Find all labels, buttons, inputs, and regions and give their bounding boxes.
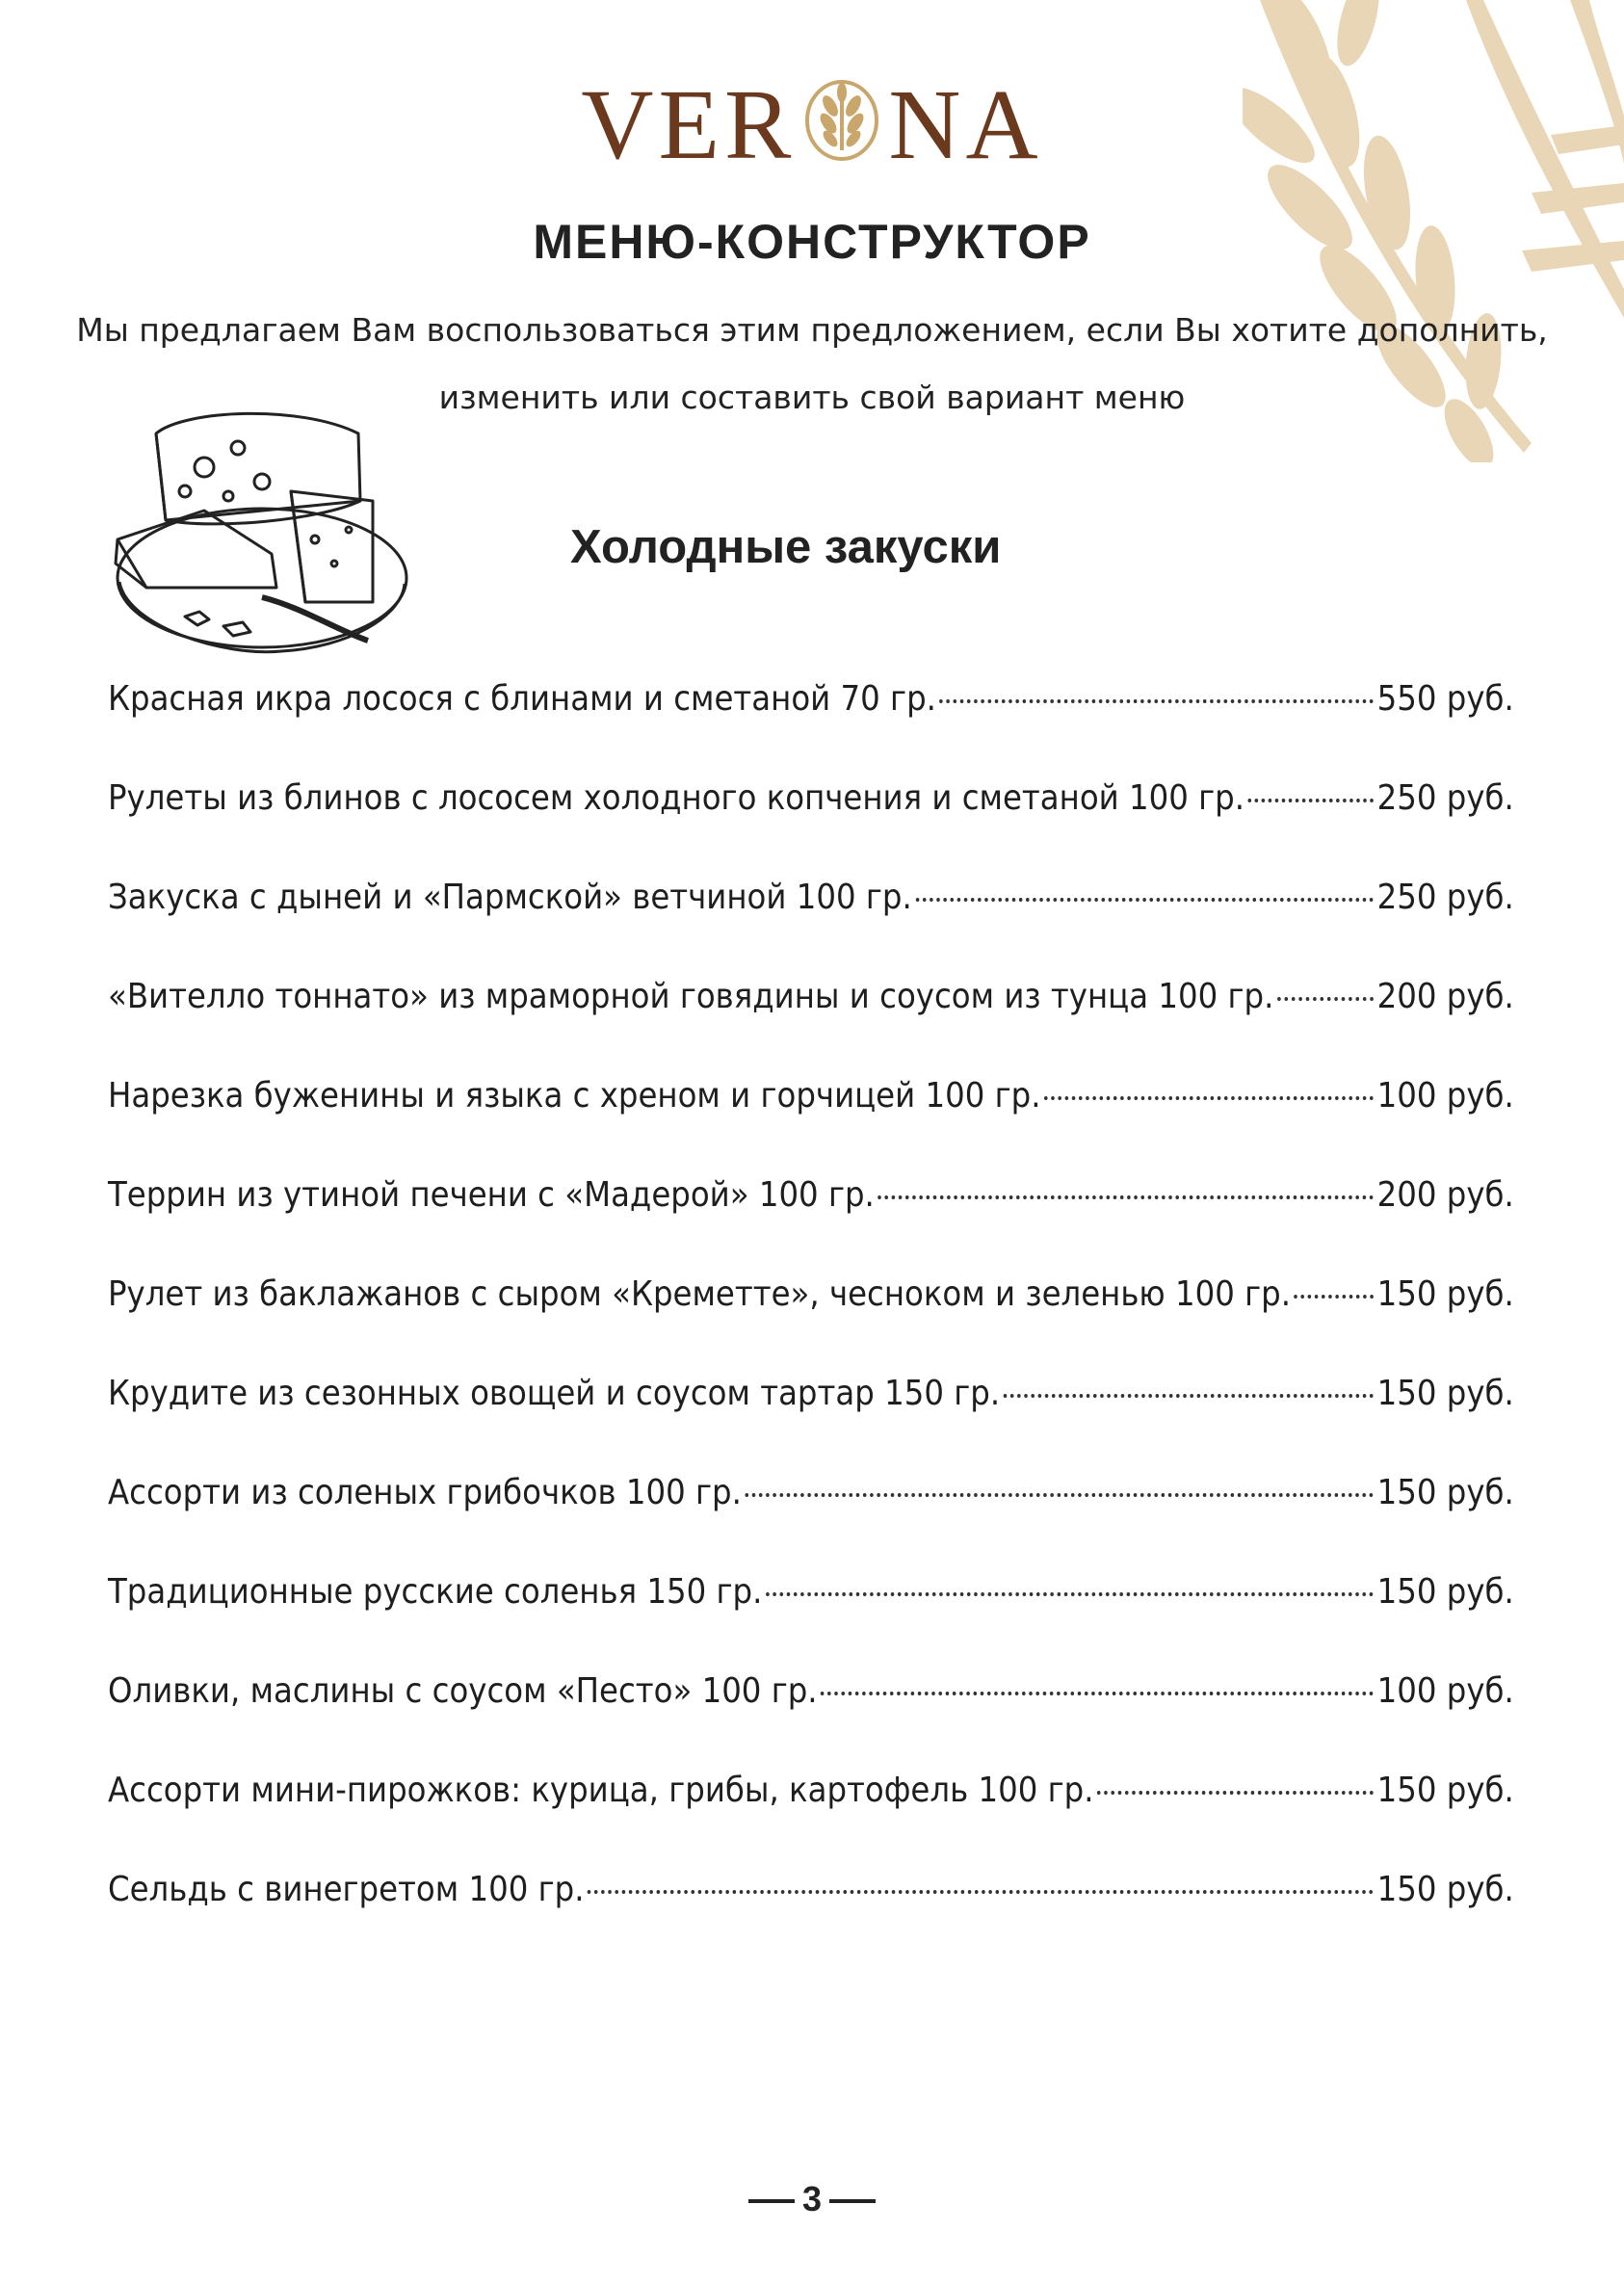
menu-item-name: Традиционные русские соленья 150 гр. bbox=[108, 1572, 763, 1612]
menu-item-price: 100 руб. bbox=[1376, 1076, 1514, 1116]
menu-item-leader-dots bbox=[746, 1493, 1374, 1497]
menu-item-leader-dots bbox=[1004, 1394, 1374, 1398]
menu-item bbox=[108, 1374, 1514, 1473]
menu-item-leader-dots bbox=[1277, 997, 1374, 1001]
menu-item-name: Крудите из сезонных овощей и соусом тартар 150 гр. bbox=[108, 1374, 1001, 1413]
menu-item bbox=[108, 1175, 1514, 1274]
menu-item-price: 150 руб. bbox=[1376, 1870, 1514, 1909]
menu-item-price: 250 руб. bbox=[1376, 778, 1514, 818]
menu-item-name: Нарезка буженины и языка с хреном и горчицей 100 гр. bbox=[108, 1076, 1041, 1116]
menu-item bbox=[108, 1671, 1514, 1771]
page-number bbox=[0, 2179, 1624, 2219]
menu-item-price: 200 руб. bbox=[1376, 1175, 1514, 1215]
menu-item bbox=[108, 1870, 1514, 1969]
menu-item-price: 150 руб. bbox=[1376, 1274, 1514, 1314]
menu-item-leader-dots bbox=[1097, 1791, 1374, 1795]
intro-line-2: изменить или составить свой вариант меню bbox=[438, 379, 1186, 416]
menu-item-price: 200 руб. bbox=[1376, 977, 1514, 1016]
wheat-emblem-icon bbox=[801, 77, 882, 164]
menu-item-leader-dots bbox=[588, 1890, 1374, 1894]
menu-item bbox=[108, 1771, 1514, 1870]
verona-logo bbox=[0, 69, 1624, 180]
menu-item-name: Рулет из баклажанов с сыром «Креметте», чесноком и зеленью 100 гр. bbox=[108, 1274, 1292, 1314]
menu-item bbox=[108, 778, 1514, 878]
menu-item-leader-dots bbox=[877, 1195, 1374, 1199]
page-title: МЕНЮ-КОНСТРУКТОР bbox=[533, 215, 1091, 269]
menu-item-price: 250 руб. bbox=[1376, 878, 1514, 917]
menu-item-name: Ассорти мини-пирожков: курица, грибы, картофель 100 гр. bbox=[108, 1771, 1094, 1810]
logo-text-start: VER bbox=[581, 69, 797, 180]
menu-item-name: Закуска с дыней и «Пармской» ветчиной 100 гр. bbox=[108, 878, 912, 917]
menu-item-leader-dots bbox=[821, 1692, 1374, 1695]
menu-item-name: Сельдь с винегретом 100 гр. bbox=[108, 1870, 585, 1909]
menu-item bbox=[108, 1076, 1514, 1175]
menu-item bbox=[108, 1473, 1514, 1572]
menu-item bbox=[108, 878, 1514, 977]
menu-item-price: 100 руб. bbox=[1376, 1671, 1514, 1711]
menu-item-leader-dots bbox=[766, 1592, 1374, 1596]
menu-item-price: 150 руб. bbox=[1376, 1374, 1514, 1413]
section-title: Холодные закуски bbox=[570, 521, 1002, 573]
menu-item-leader-dots bbox=[1295, 1295, 1374, 1299]
menu-item-price: 150 руб. bbox=[1376, 1572, 1514, 1612]
menu-item bbox=[108, 679, 1514, 778]
menu-item-leader-dots bbox=[940, 699, 1374, 703]
page-number-value: 3 bbox=[801, 2179, 823, 2218]
menu-list bbox=[108, 679, 1514, 1969]
menu-item-price: 150 руб. bbox=[1376, 1473, 1514, 1512]
menu-item-price: 150 руб. bbox=[1376, 1771, 1514, 1810]
menu-item-price: 550 руб. bbox=[1376, 679, 1514, 719]
menu-item-name: Красная икра лосося с блинами и сметаной 70 гр. bbox=[108, 679, 936, 719]
menu-item-name: Рулеты из блинов с лососем холодного копчения и сметаной 100 гр. bbox=[108, 778, 1245, 818]
page-number-dash-left bbox=[748, 2199, 795, 2203]
menu-item bbox=[108, 1274, 1514, 1374]
intro-line-1: Мы предлагаем Вам воспользоваться этим предложением, если Вы хотите дополнить, bbox=[76, 311, 1548, 349]
menu-item-leader-dots bbox=[1044, 1096, 1374, 1100]
menu-item-name: Оливки, маслины с соусом «Песто» 100 гр. bbox=[108, 1671, 818, 1711]
menu-item-leader-dots bbox=[1248, 799, 1374, 802]
menu-item-leader-dots bbox=[915, 898, 1374, 902]
cheese-board-icon bbox=[108, 395, 416, 665]
menu-item bbox=[108, 1572, 1514, 1671]
page-number-dash-right bbox=[829, 2199, 876, 2203]
menu-item-name: «Вителло тоннато» из мраморной говядины и соусом из тунца 100 гр. bbox=[108, 977, 1274, 1016]
logo-text-end: NA bbox=[888, 69, 1043, 180]
menu-item-name: Ассорти из соленых грибочков 100 гр. bbox=[108, 1473, 742, 1512]
menu-item bbox=[108, 977, 1514, 1076]
menu-item-name: Террин из утиной печени с «Мадерой» 100 гр. bbox=[108, 1175, 875, 1215]
